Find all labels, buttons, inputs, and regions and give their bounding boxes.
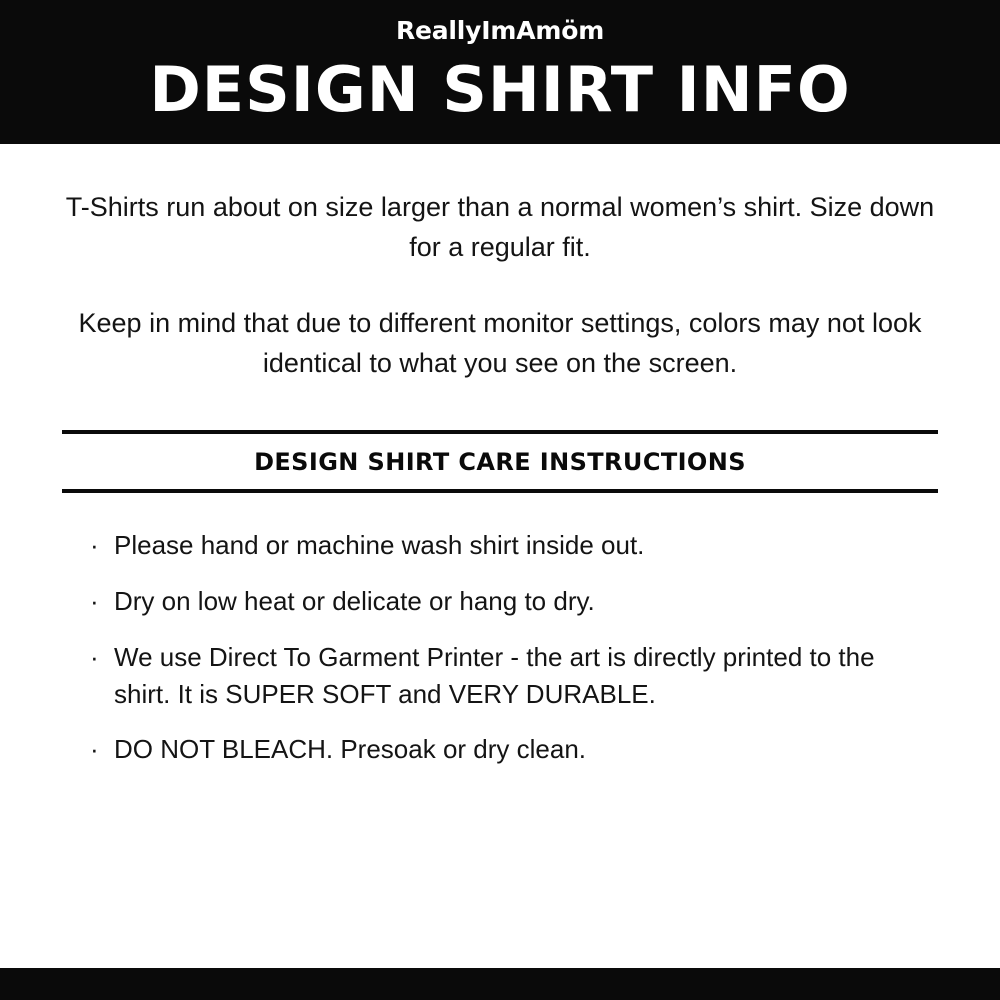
list-item [90, 639, 938, 713]
paragraph-spacer [62, 268, 938, 304]
intro-paragraph-2: Keep in mind that due to different monitor settings, colors may not look identical to what you see on the screen. [78, 307, 922, 378]
care-instructions-heading: DESIGN SHIRT CARE INSTRUCTIONS [254, 447, 746, 476]
care-instructions-list [62, 493, 938, 769]
intro-paragraph-1: T-Shirts run about on size larger than a normal women’s shirt. Size down for a regular fit. [65, 192, 935, 262]
list-item-text: DO NOT BLEACH. Presoak or dry clean. [114, 734, 587, 765]
bullet-icon: · [90, 585, 99, 616]
footer-band [0, 968, 1000, 1000]
list-item [90, 527, 938, 564]
care-instructions-header [62, 430, 938, 493]
bullet-icon: · [90, 641, 99, 672]
page-title: DESIGN SHIRT INFO [149, 53, 851, 126]
header-band [0, 0, 1000, 144]
body-content [0, 144, 1000, 968]
brand-logo-text: ReallyImAmöm [395, 16, 605, 45]
bullet-icon: · [90, 529, 99, 560]
intro-block [62, 144, 938, 384]
list-item-text: Please hand or machine wash shirt inside out. [114, 529, 645, 560]
list-item [90, 731, 938, 768]
list-item-text: Dry on low heat or delicate or hang to dry. [114, 585, 595, 616]
bullet-icon: · [90, 734, 99, 765]
list-item-text: We use Direct To Garment Printer - the art is directly printed to the shirt. It is SUPER SOFT and VERY DURABLE. [114, 641, 875, 709]
list-item [90, 583, 938, 620]
